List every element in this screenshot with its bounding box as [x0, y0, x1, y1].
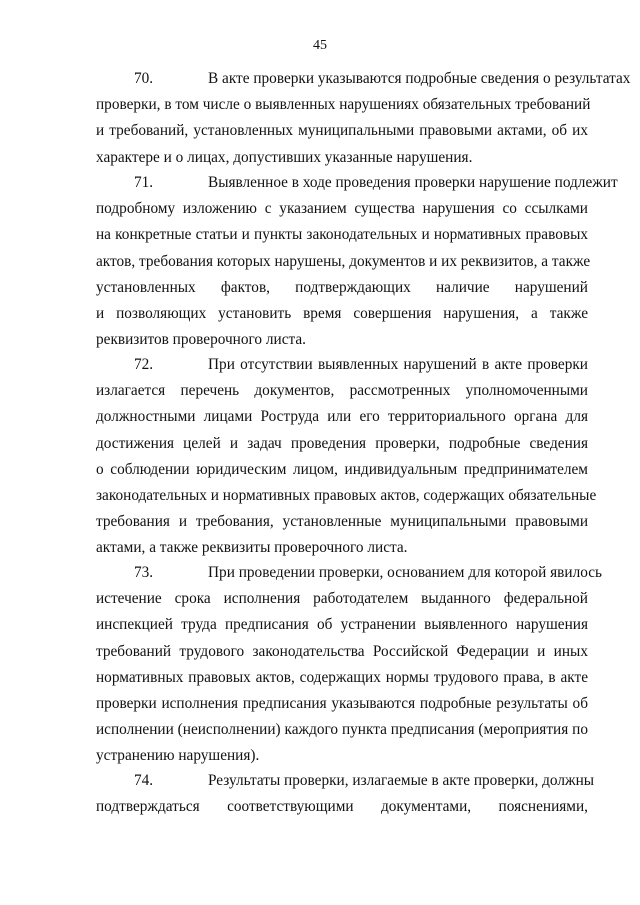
paragraph-line: инспекцией труда предписания об устранении выявленного нарушения	[96, 616, 588, 634]
paragraph-line: требований трудового законодательства Российской Федерации и иных	[96, 642, 588, 660]
page-number: 45	[313, 38, 327, 53]
paragraph-line: излагается перечень документов, рассмотренных уполномоченными	[96, 382, 588, 400]
paragraph-number: 73.	[134, 564, 154, 581]
paragraph-line: 74. Результаты проверки, излагаемые в акте проверки, должны	[96, 768, 588, 794]
paragraph-number: 70.	[134, 70, 154, 87]
paragraph-73	[96, 560, 603, 770]
paragraph-line: установленных фактов, подтверждающих наличие нарушений	[96, 278, 588, 296]
paragraph-line: законодательных и нормативных правовых актов, содержащих обязательные	[96, 487, 597, 505]
paragraph-line: 71. Выявленное в ходе проведения проверки нарушение подлежит	[96, 170, 588, 196]
paragraph-line: и требований, установленных муниципальными правовыми актами, об их	[96, 122, 588, 140]
paragraph-line: о соблюдении юридическим лицом, индивидуальным предпринимателем	[96, 460, 588, 478]
paragraph-line: реквизитов проверочного листа.	[96, 331, 306, 349]
paragraph-number: 71.	[134, 174, 154, 191]
paragraph-70	[96, 66, 631, 171]
paragraph-line: 72. При отсутствии выявленных нарушений в акте проверки	[96, 352, 588, 378]
paragraph-72	[96, 352, 597, 562]
paragraph-74	[96, 768, 595, 820]
paragraph-line: 70. В акте проверки указываются подробные сведения о результатах	[96, 66, 588, 92]
paragraph-line: достижения целей и задач проведения проверки, подробные сведения	[96, 434, 588, 452]
paragraph-line: подробному изложению с указанием существа нарушения со ссылками	[96, 200, 588, 218]
paragraph-line: должностными лицами Роструда или его территориального органа для	[96, 408, 588, 426]
paragraph-line: на конкретные статьи и пункты законодательных и нормативных правовых	[96, 226, 588, 244]
paragraph-number: 72.	[134, 356, 154, 373]
paragraph-line: характере и о лицах, допустивших указанные нарушения.	[96, 148, 473, 166]
paragraph-line: истечение срока исполнения работодателем выданного федеральной	[96, 590, 588, 608]
paragraph-line: и позволяющих установить время совершения нарушения, а также	[96, 305, 588, 323]
paragraph-71	[96, 170, 618, 353]
paragraph-line: устранению нарушения).	[96, 747, 260, 765]
paragraph-line: 73. При проведении проверки, основанием для которой явилось	[96, 560, 588, 586]
paragraph-line: требования и требования, установленные муниципальными правовыми	[96, 513, 588, 531]
paragraph-line: проверки исполнения предписания указываются подробные результаты об	[96, 695, 588, 713]
paragraph-line: исполнении (неисполнении) каждого пункта предписания (мероприятия по	[96, 721, 588, 739]
paragraph-line: подтверждаться соответствующими документами, пояснениями,	[96, 798, 588, 816]
paragraph-line: актов, требования которых нарушены, документов и их реквизитов, а также	[96, 252, 591, 270]
paragraph-number: 74.	[134, 772, 154, 789]
paragraph-line: актами, а также реквизиты проверочного листа.	[96, 539, 408, 557]
paragraph-line: нормативных правовых актов, содержащих нормы трудового права, в акте	[96, 668, 588, 686]
paragraph-line: проверки, в том числе о выявленных нарушениях обязательных требований	[96, 96, 591, 114]
